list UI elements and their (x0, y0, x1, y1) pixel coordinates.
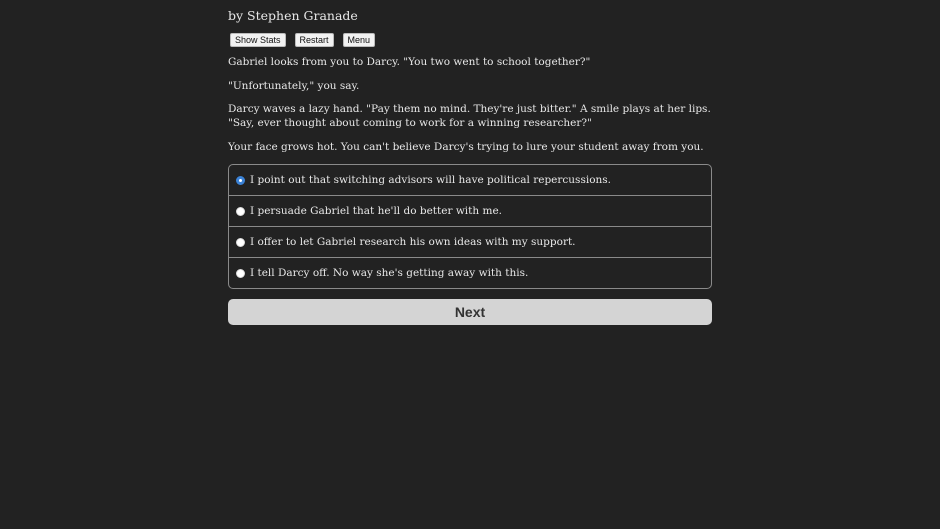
radio-button[interactable] (236, 207, 245, 216)
choice-label: I offer to let Gabriel research his own ideas with my support. (250, 236, 576, 248)
radio-button[interactable] (236, 269, 245, 278)
menu-button[interactable]: Menu (343, 33, 376, 47)
restart-button[interactable]: Restart (295, 33, 334, 47)
radio-button[interactable] (236, 238, 245, 247)
choice-option[interactable] (229, 165, 711, 195)
show-stats-button[interactable]: Show Stats (230, 33, 286, 47)
toolbar (230, 33, 375, 47)
choice-option[interactable] (229, 195, 711, 226)
choice-option[interactable] (229, 257, 711, 288)
passage-paragraph: Your face grows hot. You can't believe Darcy's trying to lure your student away from you. (228, 141, 704, 153)
choice-option[interactable] (229, 226, 711, 257)
choice-label: I point out that switching advisors will have political repercussions. (250, 174, 612, 186)
choice-label: I persuade Gabriel that he'll do better with me. (250, 205, 502, 217)
choice-list (228, 164, 712, 289)
story-byline: by Stephen Granade (228, 8, 358, 23)
choice-label: I tell Darcy off. No way she's getting away with this. (250, 267, 529, 279)
passage-paragraph: "Unfortunately," you say. (228, 80, 360, 92)
passage-paragraph: Gabriel looks from you to Darcy. "You two went to school together?" (228, 56, 591, 68)
passage-paragraph: Darcy waves a lazy hand. "Pay them no mind. They're just bitter." A smile plays at her lips. "Say, ever thought about coming to work for a winning researcher?" (228, 103, 711, 129)
radio-button-selected[interactable] (236, 176, 245, 185)
next-button[interactable]: Next (228, 299, 712, 325)
